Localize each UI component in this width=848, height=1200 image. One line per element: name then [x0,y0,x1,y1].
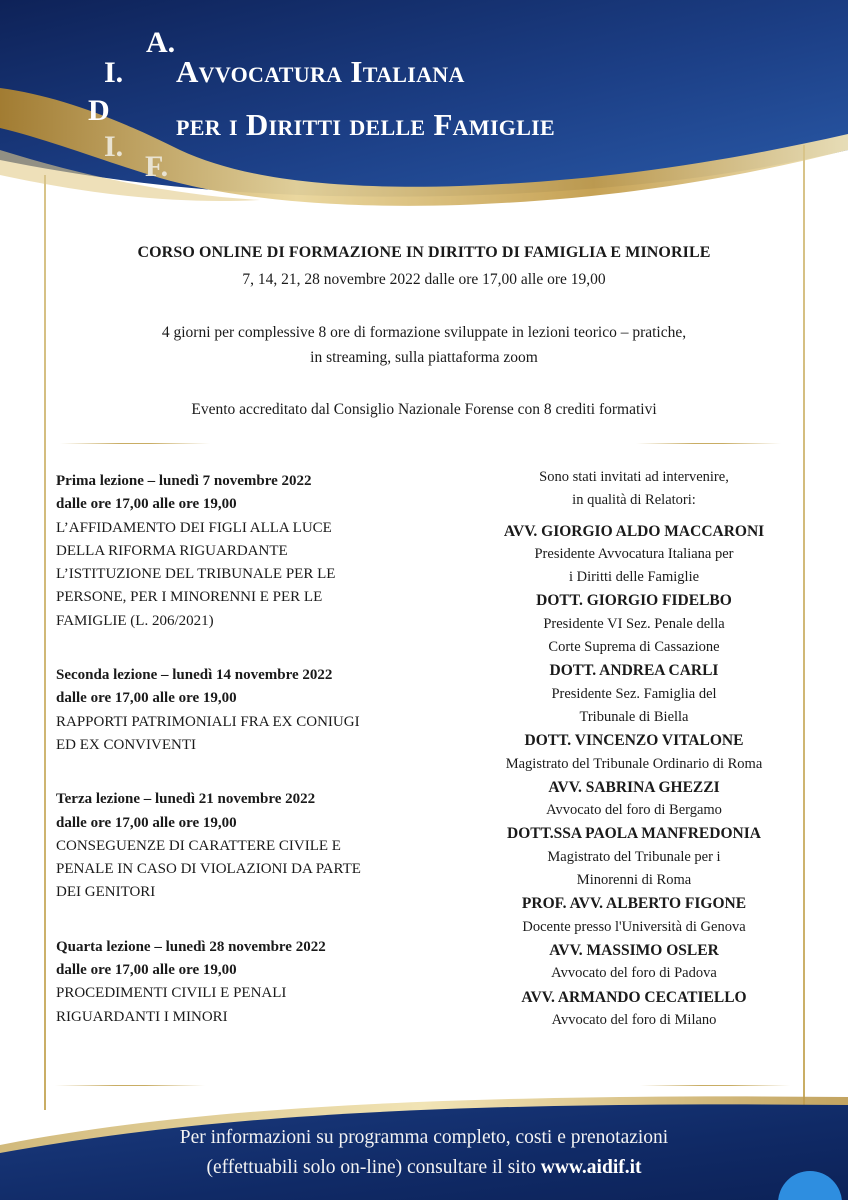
frame-line-right [803,145,805,1105]
speaker-role: Presidente Sez. Famiglia del [551,685,717,702]
lesson-topic-line: PENALE IN CASO DI VIOLAZIONI DA PARTE [56,861,361,878]
speaker-2 [478,589,790,659]
speaker-name: DOTT.SSA PAOLA MANFREDONIA [507,825,761,843]
lesson-topic-line: DEI GENITORI [56,884,156,901]
logo-letter-f: F. [145,150,169,183]
speaker-name: PROF. AVV. ALBERTO FIGONE [521,895,747,913]
speakers-intro [478,466,790,513]
lesson-3 [56,788,476,904]
speaker-role: i Diritti delle Famiglie [568,569,700,586]
organization-title-line2: per i Diritti delle Famiglie [176,107,556,142]
lesson-time: dalle ore 17,00 alle ore 19,00 [56,962,237,979]
logo-letter-d: D [88,94,110,127]
lesson-heading: Seconda lezione – lunedì 14 novembre 2022 [56,667,333,684]
course-dates: 7, 14, 21, 28 novembre 2022 dalle ore 17,00 alle ore 19,00 [242,271,606,288]
lesson-1 [56,470,476,633]
speaker-name: AVV. GIORGIO ALDO MACCARONI [503,522,765,540]
divider-top-right [636,443,781,444]
frame-line-left [44,175,46,1110]
course-description-line1: 4 giorni per complessive 8 ore di formazione sviluppate in lezioni teorico – pratiche, [161,324,687,341]
lesson-heading: Terza lezione – lunedì 21 novembre 2022 [56,791,316,808]
speaker-6 [478,822,790,892]
lesson-time: dalle ore 17,00 alle ore 19,00 [56,690,237,707]
speakers-list [478,466,790,1032]
lesson-4 [56,936,476,1029]
logo-letter-i-bottom: I. [104,130,124,163]
footer-line1: Per informazioni su programma completo, costi e prenotazioni [179,1127,669,1148]
speaker-name: DOTT. ANDREA CARLI [549,662,719,680]
speaker-role: Magistrato del Tribunale per i [547,848,721,865]
lessons-list [56,470,476,1060]
speaker-role: Minorenni di Roma [576,872,692,889]
speaker-role: Avvocato del foro di Bergamo [546,802,722,819]
lesson-topic-line: CONSEGUENZE DI CARATTERE CIVILE E [56,837,341,854]
speaker-name: AVV. SABRINA GHEZZI [548,778,720,796]
lesson-heading: Prima lezione – lunedì 7 novembre 2022 [56,473,312,489]
lesson-topic-line: ED EX CONVIVENTI [56,736,196,753]
speaker-role: Tribunale di Biella [579,708,689,725]
speaker-5 [478,776,790,823]
footer-info [0,1123,848,1183]
speaker-name: DOTT. GIORGIO FIDELBO [536,592,732,610]
speaker-1 [478,520,790,590]
speaker-role: Magistrato del Tribunale Ordinario di Roma [505,755,763,772]
course-title: CORSO ONLINE DI FORMAZIONE IN DIRITTO DI FAMIGLIA E MINORILE [137,244,711,261]
accreditation-note: Evento accreditato dal Consiglio Nazionale Forense con 8 crediti formativi [191,401,657,418]
logo-letter-a: A. [146,26,176,59]
speaker-name: AVV. ARMANDO CECATIELLO [521,988,747,1006]
speakers-intro-line: Sono stati invitati ad intervenire, [539,469,729,485]
speaker-role: Presidente VI Sez. Penale della [543,615,725,632]
footer-line2 [0,1153,848,1183]
speaker-role: Docente presso l'Università di Genova [522,918,746,935]
lesson-topic-line: RIGUARDANTI I MINORI [56,1008,228,1025]
speaker-role: Corte Suprema di Cassazione [548,639,720,656]
logo-letter-i-top: I. [104,56,124,89]
lesson-heading: Quarta lezione – lunedì 28 novembre 2022 [56,938,326,955]
lesson-topic-line: L’AFFIDAMENTO DEI FIGLI ALLA LUCE [56,519,332,536]
speaker-9 [478,986,790,1033]
lesson-topic-line: PROCEDIMENTI CIVILI E PENALI [56,985,287,1002]
lesson-topic-line: PERSONE, PER I MINORENNI E PER LE [56,589,323,606]
lesson-topic-line: RAPPORTI PATRIMONIALI FRA EX CONIUGI [56,713,360,730]
speaker-role: Avvocato del foro di Milano [551,1011,717,1028]
course-description-line2: in streaming, sulla piattaforma zoom [310,349,538,366]
website-link[interactable]: www.aidif.it [540,1157,642,1178]
speaker-7 [478,892,790,939]
lesson-time: dalle ore 17,00 alle ore 19,00 [56,496,237,513]
speaker-4 [478,729,790,776]
speakers-intro-line: in qualità di Relatori: [572,492,696,509]
speaker-8 [478,939,790,986]
lesson-topic-line: FAMIGLIE (L. 206/2021) [56,612,214,629]
lesson-topic-line: DELLA RIFORMA RIGUARDANTE [56,542,288,559]
speaker-3 [478,659,790,729]
speaker-role: Avvocato del foro di Padova [551,965,717,982]
lesson-2 [56,664,476,757]
speaker-name: AVV. MASSIMO OSLER [549,941,719,959]
lesson-time: dalle ore 17,00 alle ore 19,00 [56,814,237,831]
organization-title-line1: Avvocatura Italiana [176,54,465,89]
footer-line2-text: (effettuabili solo on-line) consultare il sito [206,1157,536,1178]
lesson-topic-line: L’ISTITUZIONE DEL TRIBUNALE PER LE [56,566,336,583]
speaker-role: Presidente Avvocatura Italiana per [534,545,734,562]
divider-top-left [60,443,210,444]
speaker-name: DOTT. VINCENZO VITALONE [524,732,744,750]
